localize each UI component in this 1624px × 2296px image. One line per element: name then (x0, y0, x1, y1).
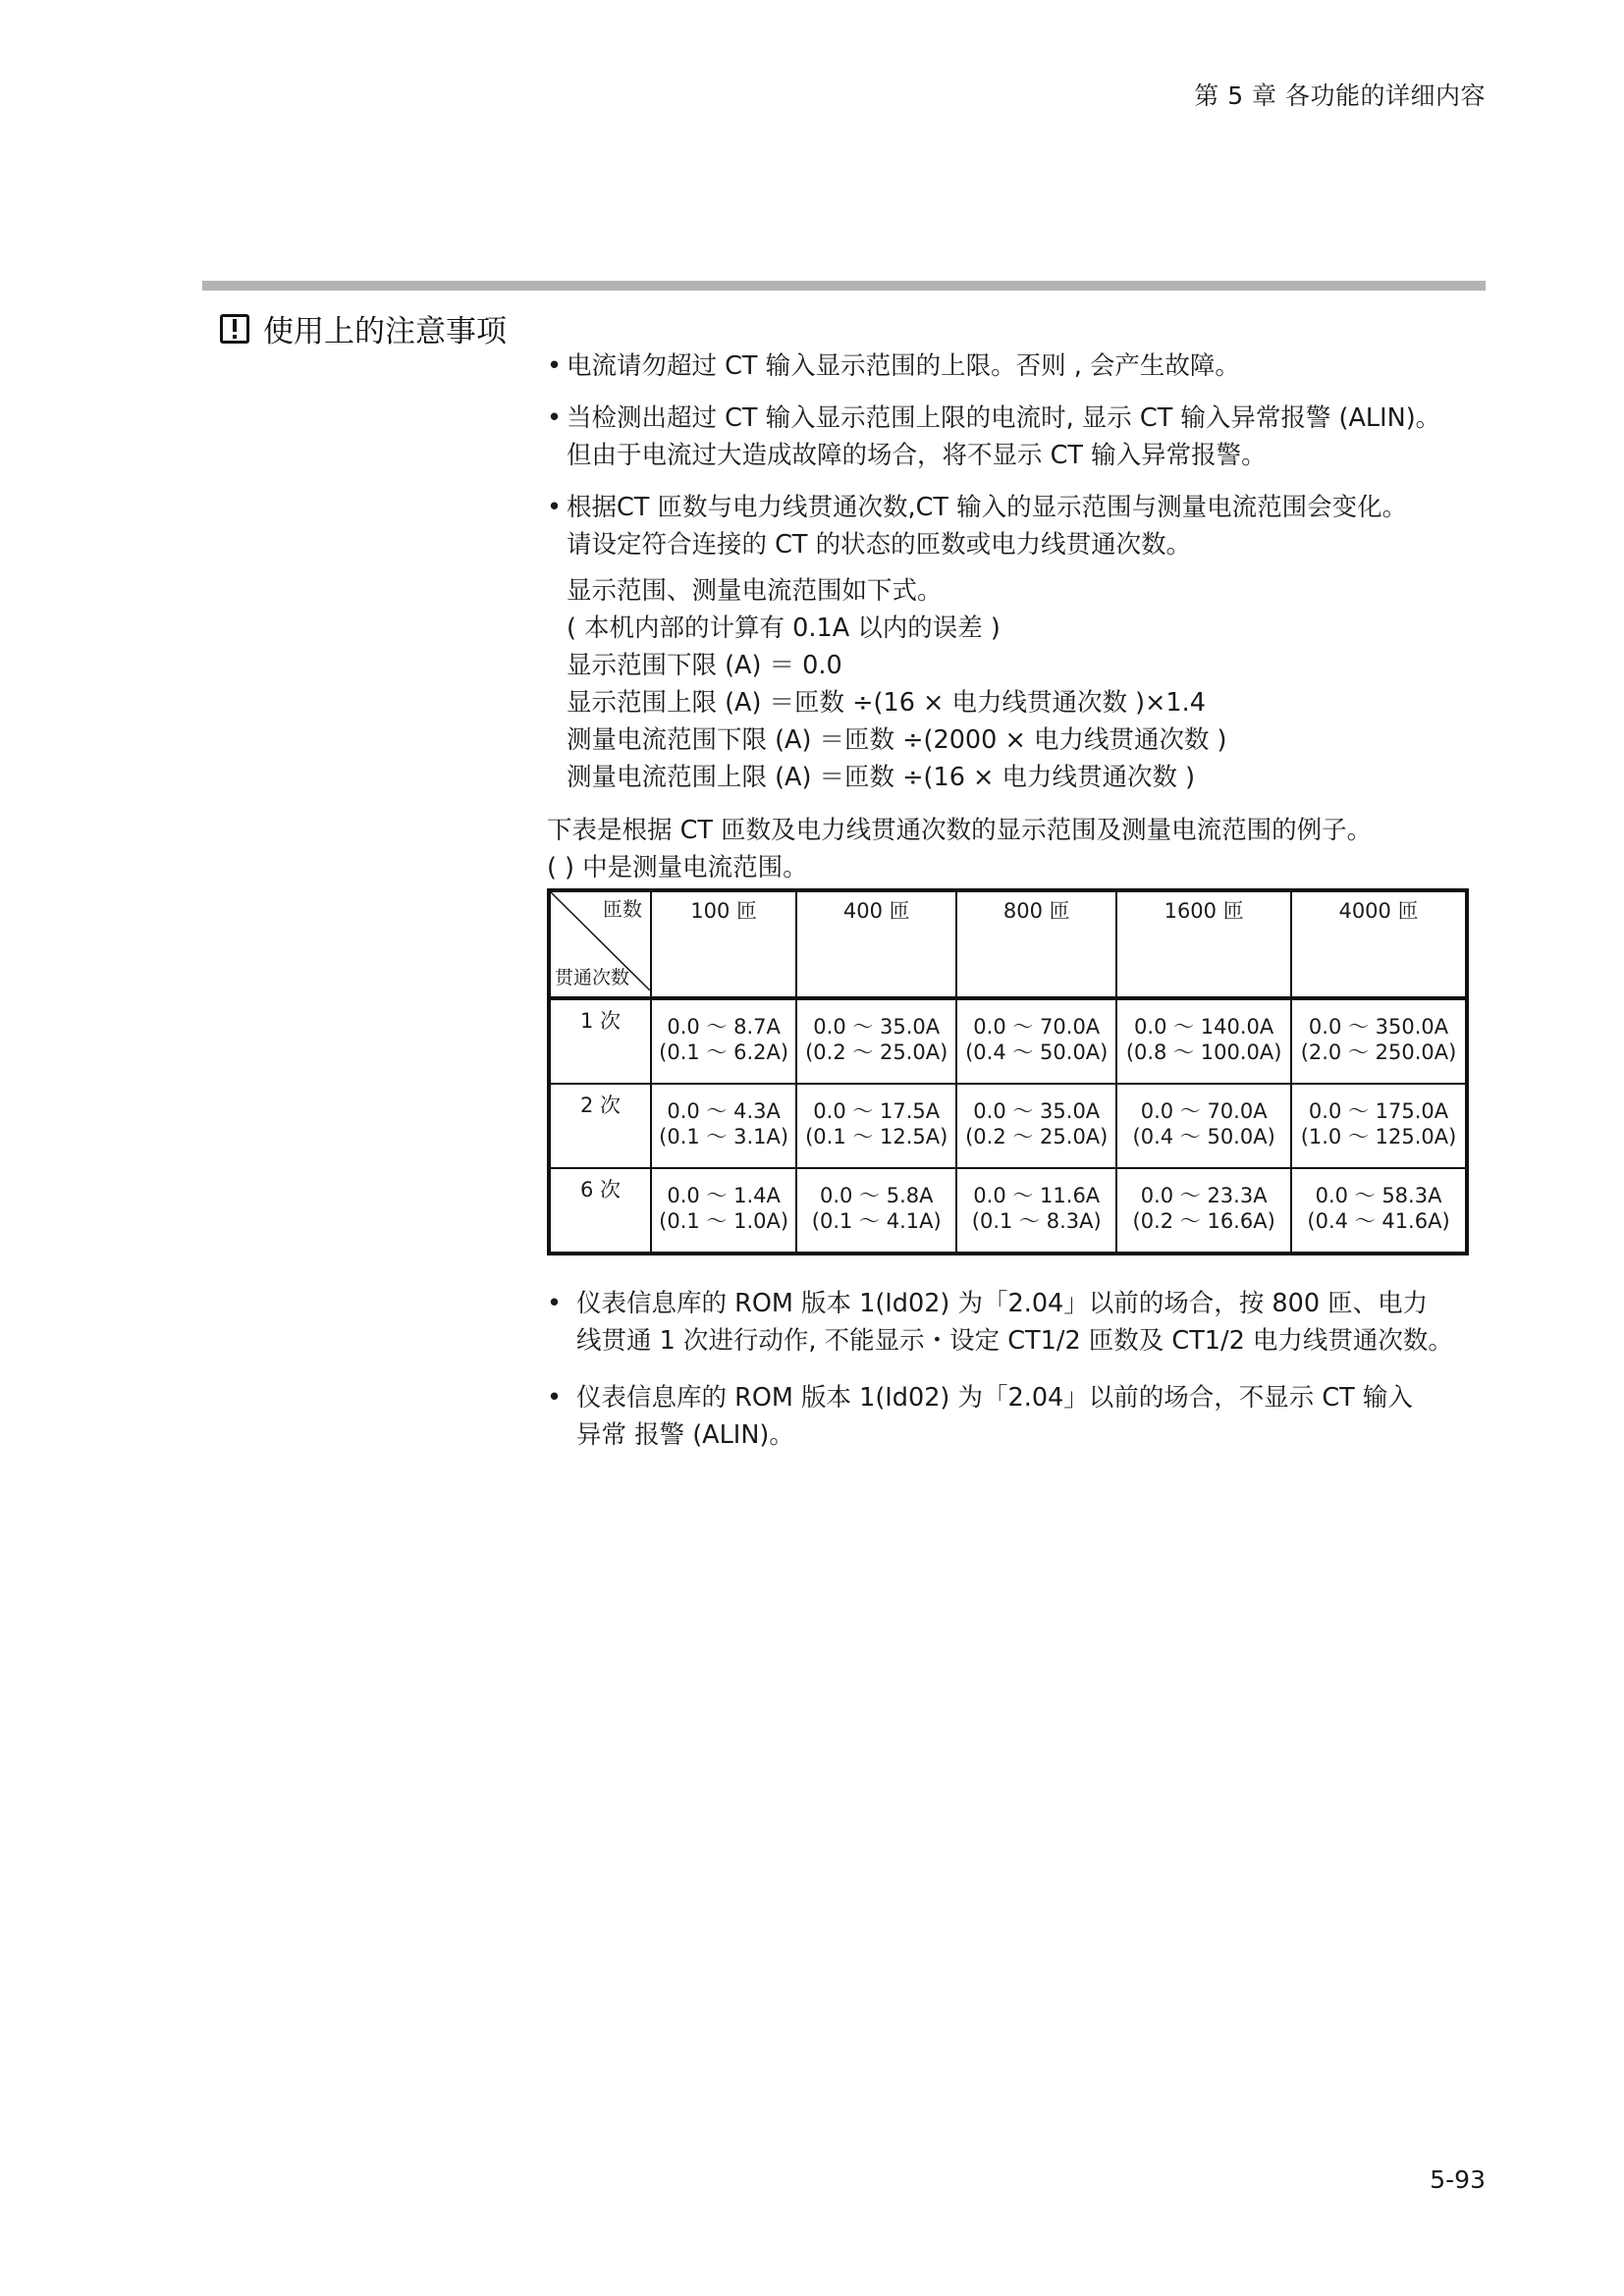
table-row (549, 1168, 1467, 1254)
table-cell: 0.0 ～ 35.0A (0.2 ～ 25.0A) (956, 1084, 1116, 1168)
table-intro-line: ( ) 中是测量电流范围。 (547, 853, 808, 882)
section-divider-bar (202, 281, 1486, 291)
note-line: 当检测出超过 CT 输入显示范围上限的电流时, 显示 CT 输入异常报警 (ALIN)。 (567, 403, 1441, 433)
formula-line: 显示范围下限 (A) ＝ 0.0 (567, 651, 842, 680)
note-line: 仪表信息库的 ROM 版本 1(Id02) 为「2.04」以前的场合，按 800 匝、电力 (576, 1289, 1429, 1318)
table-cell: 0.0 ～ 4.3A (0.1 ～ 3.1A) (651, 1084, 796, 1168)
formula-line: 测量电流范围下限 (A) ＝匝数 ÷(2000 × 电力线贯通次数 ) (567, 725, 1227, 755)
table-header-row (549, 890, 1467, 998)
table-intro-line: 下表是根据 CT 匝数及电力线贯通次数的显示范围及测量电流范围的例子。 (547, 816, 1373, 845)
table-row (549, 998, 1467, 1084)
note-item: • 仪表信息库的 ROM 版本 1(Id02) 为「2.04」以前的场合，按 800 匝、电力 线贯通 1 次进行动作, 不能显示・设定 CT1/2 匝数及 CT1/2 电力线贯通次数。 (547, 1285, 1489, 1360)
ct-range-table (547, 888, 1469, 1255)
column-header: 4000 匝 (1291, 890, 1467, 998)
table-cell: 0.0 ～ 8.7A (0.1 ～ 6.2A) (651, 998, 796, 1084)
table-cell: 0.0 ～ 5.8A (0.1 ～ 4.1A) (796, 1168, 956, 1254)
column-header: 100 匝 (651, 890, 796, 998)
formula-line: 显示范围上限 (A) ＝匝数 ÷(16 × 电力线贯通次数 )×1.4 (567, 688, 1206, 718)
table-cell: 0.0 ～ 11.6A (0.1 ～ 8.3A) (956, 1168, 1116, 1254)
table-cell: 0.0 ～ 58.3A (0.4 ～ 41.6A) (1291, 1168, 1467, 1254)
formula-line: 显示范围、测量电流范围如下式。 (567, 576, 943, 606)
formula-block (567, 572, 1489, 796)
row-label: 2 次 (549, 1084, 651, 1168)
table-corner-cell (549, 890, 651, 998)
table-cell: 0.0 ～ 70.0A (0.4 ～ 50.0A) (956, 998, 1116, 1084)
note-line: 异常 报警 (ALIN)。 (576, 1420, 794, 1450)
table-row (549, 1084, 1467, 1168)
section-heading (220, 306, 507, 350)
note-item: • 当检测出超过 CT 输入显示范围上限的电流时, 显示 CT 输入异常报警 (ALIN)。 但由于电流过大造成故障的场合，将不显示 CT 输入异常报警。 (547, 400, 1489, 474)
column-header: 400 匝 (796, 890, 956, 998)
note-item: • 仪表信息库的 ROM 版本 1(Id02) 为「2.04」以前的场合，不显示 CT 输入 异常 报警 (ALIN)。 (547, 1379, 1489, 1454)
section-title: 使用上的注意事项 (263, 314, 507, 349)
note-line: 请设定符合连接的 CT 的状态的匝数或电力线贯通次数。 (567, 530, 1192, 560)
note-line: 电流请勿超过 CT 输入显示范围的上限。否则 , 会产生故障。 (567, 351, 1240, 381)
note-line: 根据CT 匝数与电力线贯通次数,CT 输入的显示范围与测量电流范围会变化。 (567, 493, 1408, 522)
corner-label-turns: 匝数 (603, 897, 642, 921)
table-cell: 0.0 ～ 70.0A (0.4 ～ 50.0A) (1116, 1084, 1291, 1168)
notes-content (547, 347, 1489, 1473)
note-item: • 根据CT 匝数与电力线贯通次数,CT 输入的显示范围与测量电流范围会变化。 请设定符合连接的 CT 的状态的匝数或电力线贯通次数。 (547, 489, 1489, 563)
note-line: 线贯通 1 次进行动作, 不能显示・设定 CT1/2 匝数及 CT1/2 电力线贯通次数。 (576, 1326, 1453, 1356)
corner-label-passes: 贯通次数 (555, 967, 630, 988)
column-header: 1600 匝 (1116, 890, 1291, 998)
formula-line: 测量电流范围上限 (A) ＝匝数 ÷(16 × 电力线贯通次数 ) (567, 763, 1196, 792)
note-line: 但由于电流过大造成故障的场合，将不显示 CT 输入异常报警。 (567, 441, 1267, 470)
table-cell: 0.0 ～ 23.3A (0.2 ～ 16.6A) (1116, 1168, 1291, 1254)
formula-line: ( 本机内部的计算有 0.1A 以内的误差 ) (567, 614, 1001, 643)
note-item: • 电流请勿超过 CT 输入显示范围的上限。否则 , 会产生故障。 (547, 347, 1489, 385)
chapter-header: 第 5 章 各功能的详细内容 (1194, 81, 1486, 110)
table-cell: 0.0 ～ 175.0A (1.0 ～ 125.0A) (1291, 1084, 1467, 1168)
additional-notes (547, 1285, 1489, 1454)
table-intro (547, 812, 1489, 886)
table-cell: 0.0 ～ 35.0A (0.2 ～ 25.0A) (796, 998, 956, 1084)
table-cell: 0.0 ～ 140.0A (0.8 ～ 100.0A) (1116, 998, 1291, 1084)
row-label: 6 次 (549, 1168, 651, 1254)
note-line: 仪表信息库的 ROM 版本 1(Id02) 为「2.04」以前的场合，不显示 CT 输入 (576, 1383, 1413, 1413)
column-header: 800 匝 (956, 890, 1116, 998)
page-number: 5-93 (1430, 2165, 1486, 2194)
table-cell: 0.0 ～ 1.4A (0.1 ～ 1.0A) (651, 1168, 796, 1254)
exclamation-box-icon (220, 314, 249, 344)
table-cell: 0.0 ～ 350.0A (2.0 ～ 250.0A) (1291, 998, 1467, 1084)
row-label: 1 次 (549, 998, 651, 1084)
table-cell: 0.0 ～ 17.5A (0.1 ～ 12.5A) (796, 1084, 956, 1168)
